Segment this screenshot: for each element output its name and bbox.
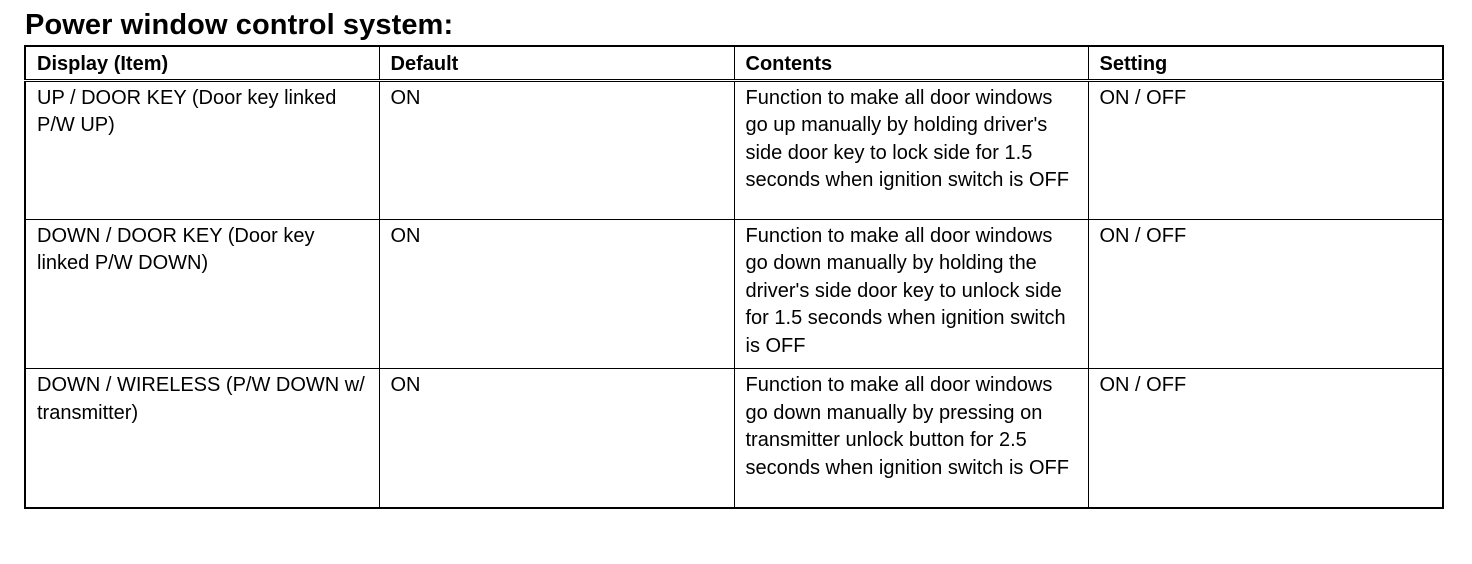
setting-options-text: ON / OFF bbox=[1099, 86, 1187, 109]
table-row bbox=[25, 369, 1443, 508]
contents-text: Function to make all door windows go up manually by holding driver's side door key to lock side for 1.5 seconds when ignition switch is OFF bbox=[745, 86, 1069, 191]
table-body bbox=[25, 80, 1443, 508]
cell-setting bbox=[1088, 369, 1443, 508]
cell-default bbox=[379, 219, 734, 369]
default-value-text: ON bbox=[390, 374, 421, 396]
power-window-settings-table bbox=[24, 45, 1444, 509]
header-setting: Setting bbox=[1088, 46, 1443, 80]
display-item-text: DOWN / DOOR KEY (Door key linked P/W DOWN) bbox=[37, 224, 315, 274]
contents-text: Function to make all door windows go down manually by pressing on transmitter unlock button for 2.5 seconds when ignition switch is OFF bbox=[745, 374, 1069, 479]
contents-text: Function to make all door windows go down manually by holding the driver's side door key to unlock side for 1.5 seconds when ignition switch is OFF bbox=[745, 224, 1066, 357]
page-title: Power window control system: bbox=[25, 9, 454, 41]
cell-default bbox=[379, 80, 734, 219]
cell-display-item bbox=[25, 80, 379, 219]
setting-options-text: ON / OFF bbox=[1099, 224, 1187, 247]
cell-contents bbox=[734, 369, 1088, 508]
default-value-text: ON bbox=[390, 224, 421, 247]
display-item-text: DOWN / WIRELESS (P/W DOWN w/ transmitter) bbox=[37, 374, 365, 424]
header-row bbox=[25, 46, 1443, 80]
setting-options-text: ON / OFF bbox=[1099, 374, 1187, 396]
cell-display-item bbox=[25, 219, 379, 369]
table-row bbox=[25, 219, 1443, 369]
cell-contents bbox=[734, 219, 1088, 369]
table-row bbox=[25, 80, 1443, 219]
table-header bbox=[25, 46, 1443, 80]
cell-display-item bbox=[25, 369, 379, 508]
header-default: Default bbox=[379, 46, 734, 80]
cell-setting bbox=[1088, 219, 1443, 369]
cell-default bbox=[379, 369, 734, 508]
display-item-text: UP / DOOR KEY (Door key linked P/W UP) bbox=[37, 86, 337, 136]
cell-contents bbox=[734, 80, 1088, 219]
header-display-item: Display (Item) bbox=[25, 46, 379, 80]
header-contents: Contents bbox=[734, 46, 1088, 80]
cell-setting bbox=[1088, 80, 1443, 219]
default-value-text: ON bbox=[390, 86, 421, 109]
